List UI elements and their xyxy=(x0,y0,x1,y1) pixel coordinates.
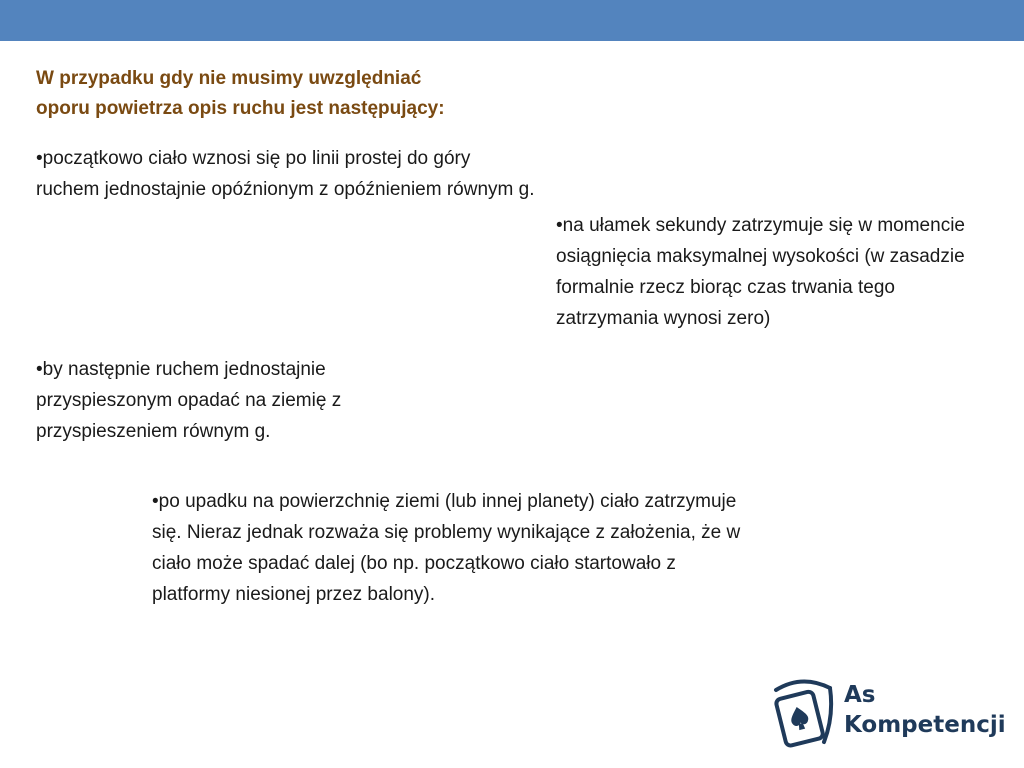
bullet-descent: •by następnie ruchem jednostajnie przyspieszonym opadać na ziemię z przyspieszeniem równym g. xyxy=(36,359,342,442)
ace-card-icon xyxy=(768,676,836,748)
logo-line-2: Kompetencji xyxy=(844,712,1006,738)
bullet-stop-at-max-height: •na ułamek sekundy zatrzymuje się w momencie osiągnięcia maksymalnej wysokości (w zasadzie formalnie rzecz biorąc czas trwania tego zatrzymania wynosi zero) xyxy=(556,215,965,329)
logo-line-1: As xyxy=(844,682,876,708)
logo-wordmark xyxy=(844,680,1006,740)
top-bar xyxy=(0,0,1024,41)
slide-heading xyxy=(36,64,556,124)
bullet-after-landing: •po upadku na powierzchnię ziemi (lub innej planety) ciało zatrzymuje się. Nieraz jednak rozważa się problemy wynikające z założenia, że w ciało może spadać dalej (bo np. początkowo ciało startowało z platformy niesionej przez balony). xyxy=(152,491,741,605)
heading-line-2: oporu powietrza opis ruchu jest następujący: xyxy=(36,98,445,119)
as-kompetencji-logo xyxy=(768,676,1004,748)
heading-line-1: W przypadku gdy nie musimy uwzględniać xyxy=(36,68,422,89)
bullet-ascent: •początkowo ciało wznosi się po linii prostej do góry ruchem jednostajnie opóźnionym z opóźnieniem równym g. xyxy=(36,148,535,200)
